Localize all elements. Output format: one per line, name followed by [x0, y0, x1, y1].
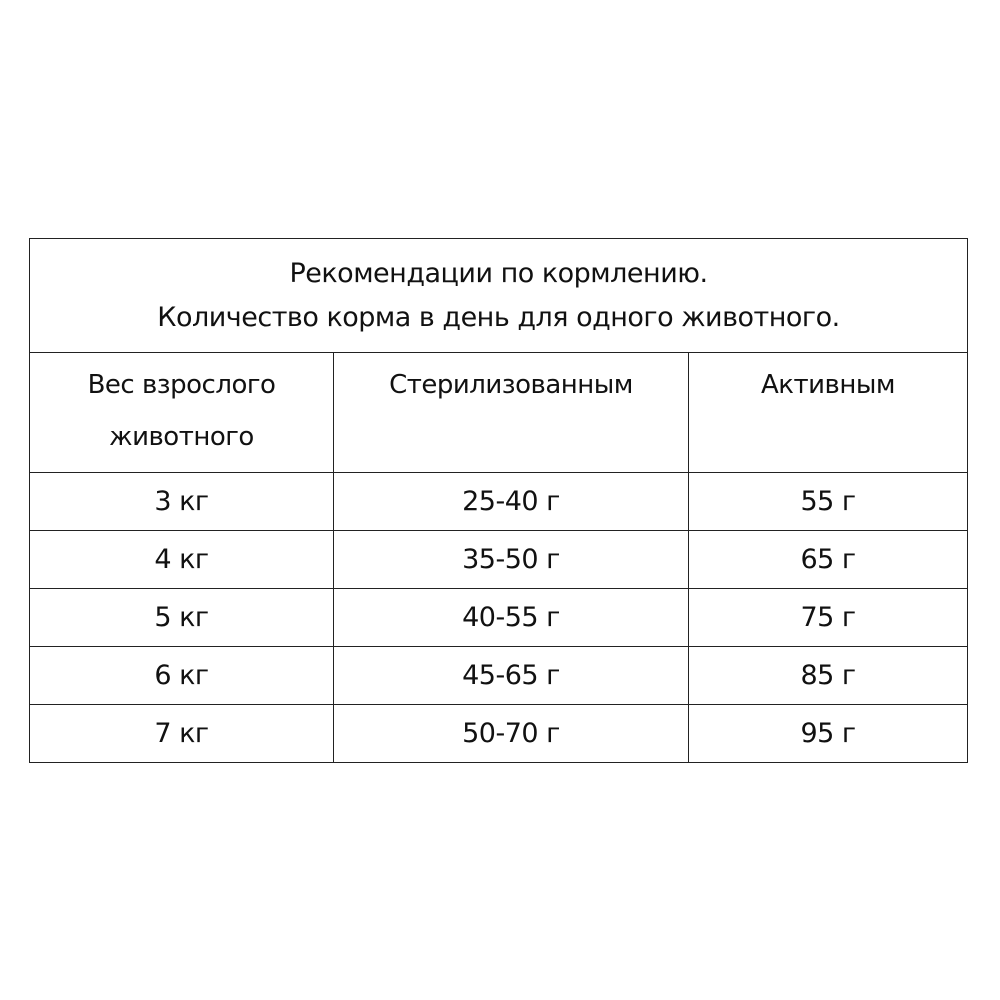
- cell-active: 95 г: [689, 705, 968, 763]
- cell-active: 55 г: [689, 473, 968, 531]
- table-row: [30, 473, 968, 531]
- table-row: [30, 531, 968, 589]
- header-row: [30, 353, 968, 473]
- table-row: [30, 705, 968, 763]
- title-row: [30, 239, 968, 353]
- cell-weight: 5 кг: [30, 589, 334, 647]
- cell-weight: 4 кг: [30, 531, 334, 589]
- cell-sterilized: 35-50 г: [334, 531, 689, 589]
- header-weight: Вес взрослого животного: [30, 353, 334, 473]
- table-title-line-1: Рекомендации по кормлению.: [289, 257, 708, 289]
- table-row: [30, 647, 968, 705]
- cell-weight: 7 кг: [30, 705, 334, 763]
- cell-sterilized: 25-40 г: [334, 473, 689, 531]
- cell-sterilized: 40-55 г: [334, 589, 689, 647]
- header-active: Активным: [689, 353, 968, 473]
- cell-active: 85 г: [689, 647, 968, 705]
- cell-active: 75 г: [689, 589, 968, 647]
- feeding-table: [29, 238, 968, 763]
- cell-weight: 6 кг: [30, 647, 334, 705]
- cell-weight: 3 кг: [30, 473, 334, 531]
- table-row: [30, 589, 968, 647]
- table-title-line-2: Количество корма в день для одного животного.: [157, 301, 840, 333]
- cell-sterilized: 50-70 г: [334, 705, 689, 763]
- header-sterilized: Стерилизованным: [334, 353, 689, 473]
- cell-sterilized: 45-65 г: [334, 647, 689, 705]
- table-title: [30, 239, 968, 353]
- cell-active: 65 г: [689, 531, 968, 589]
